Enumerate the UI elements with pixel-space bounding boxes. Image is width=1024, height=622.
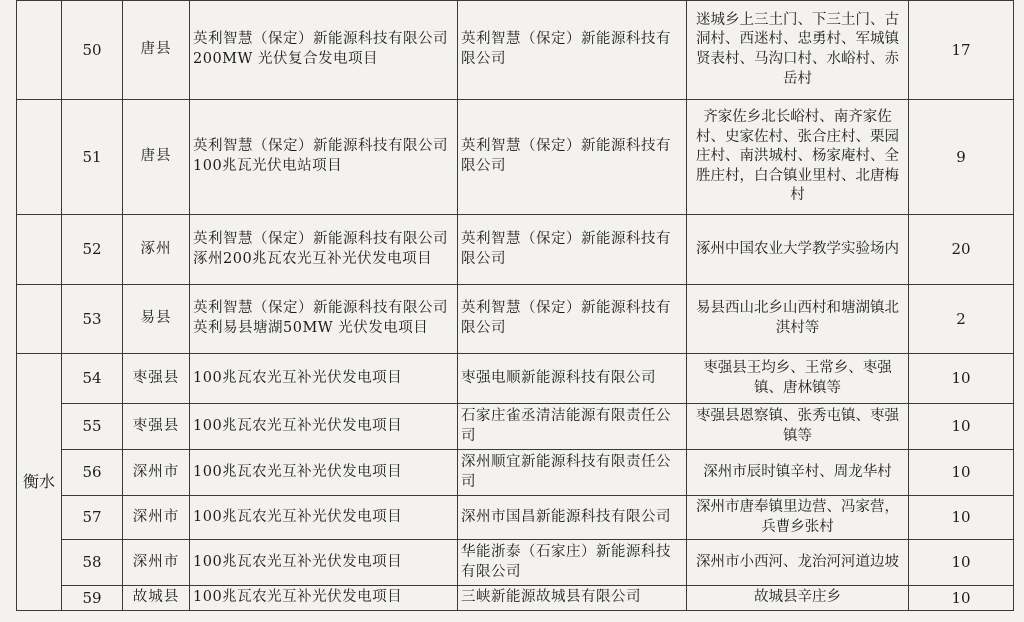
table-row xyxy=(17,215,1014,285)
count-cell: 2 xyxy=(909,285,1014,354)
count-cell: 10 xyxy=(909,450,1014,496)
county-cell: 故城县 xyxy=(123,586,190,611)
count-cell: 10 xyxy=(909,404,1014,450)
row-number: 57 xyxy=(62,496,123,540)
location-cell: 易县西山北乡山西村和塘湖镇北淇村等 xyxy=(687,285,909,354)
location-cell: 深州市唐奉镇里边营、冯家营，兵曹乡张村 xyxy=(687,496,909,540)
company-cell: 深州市国昌新能源科技有限公司 xyxy=(458,496,687,540)
county-cell: 枣强县 xyxy=(123,354,190,404)
row-number: 53 xyxy=(62,285,123,354)
row-number: 55 xyxy=(62,404,123,450)
row-number: 50 xyxy=(62,1,123,100)
location-cell: 深州市辰时镇辛村、周龙华村 xyxy=(687,450,909,496)
table-row xyxy=(17,354,1014,404)
project-cell: 英利智慧（保定）新能源科技有限公司涿州200兆瓦农光互补光伏发电项目 xyxy=(190,215,458,285)
table-row xyxy=(17,1,1014,100)
company-cell: 枣强电顺新能源科技有限公司 xyxy=(458,354,687,404)
table-row xyxy=(17,586,1014,611)
company-cell: 三峡新能源故城县有限公司 xyxy=(458,586,687,611)
count-cell: 20 xyxy=(909,215,1014,285)
project-cell: 英利智慧（保定）新能源科技有限公司100兆瓦光伏电站项目 xyxy=(190,100,458,215)
count-cell: 17 xyxy=(909,1,1014,100)
location-cell: 枣强县恩察镇、张秀屯镇、枣强镇等 xyxy=(687,404,909,450)
row-number: 56 xyxy=(62,450,123,496)
count-cell: 10 xyxy=(909,354,1014,404)
table-row xyxy=(17,496,1014,540)
project-cell: 100兆瓦农光互补光伏发电项目 xyxy=(190,450,458,496)
row-number: 59 xyxy=(62,586,123,611)
count-cell: 9 xyxy=(909,100,1014,215)
county-cell: 深州市 xyxy=(123,540,190,586)
count-cell: 10 xyxy=(909,586,1014,611)
county-cell: 枣强县 xyxy=(123,404,190,450)
city-cell: 衡水 xyxy=(17,354,62,611)
location-cell: 齐家佐乡北长峪村、南齐家佐村、史家佐村、张合庄村、栗园庄村、南洪城村、杨家庵村、全胜庄村，白合镇业里村、北唐梅村 xyxy=(687,100,909,215)
county-cell: 唐县 xyxy=(123,100,190,215)
count-cell: 10 xyxy=(909,540,1014,586)
company-cell: 英利智慧（保定）新能源科技有限公司 xyxy=(458,1,687,100)
location-cell: 枣强县王均乡、王常乡、枣强镇、唐林镇等 xyxy=(687,354,909,404)
location-cell: 迷城乡上三土门、下三土门、古洞村、西迷村、忠勇村、军城镇贤表村、马沟口村、水峪村、赤岳村 xyxy=(687,1,909,100)
project-cell: 100兆瓦农光互补光伏发电项目 xyxy=(190,496,458,540)
project-cell: 英利智慧（保定）新能源科技有限公司英利易县塘湖50MW 光伏发电项目 xyxy=(190,285,458,354)
location-cell: 深州市小西河、龙治河河道边坡 xyxy=(687,540,909,586)
company-cell: 英利智慧（保定）新能源科技有限公司 xyxy=(458,215,687,285)
project-table xyxy=(16,0,1014,611)
table-row xyxy=(17,100,1014,215)
county-cell: 易县 xyxy=(123,285,190,354)
company-cell: 石家庄雀丞清洁能源有限责任公司 xyxy=(458,404,687,450)
county-cell: 涿州 xyxy=(123,215,190,285)
company-cell: 英利智慧（保定）新能源科技有限公司 xyxy=(458,100,687,215)
count-cell: 10 xyxy=(909,496,1014,540)
project-cell: 英利智慧（保定）新能源科技有限公司200MW 光伏复合发电项目 xyxy=(190,1,458,100)
county-cell: 深州市 xyxy=(123,496,190,540)
table-row xyxy=(17,285,1014,354)
county-cell: 深州市 xyxy=(123,450,190,496)
location-cell: 涿州中国农业大学教学实验场内 xyxy=(687,215,909,285)
company-cell: 华能浙泰（石家庄）新能源科技有限公司 xyxy=(458,540,687,586)
table-row xyxy=(17,450,1014,496)
company-cell: 英利智慧（保定）新能源科技有限公司 xyxy=(458,285,687,354)
row-number: 58 xyxy=(62,540,123,586)
county-cell: 唐县 xyxy=(123,1,190,100)
row-number: 52 xyxy=(62,215,123,285)
company-cell: 深州顺宜新能源科技有限责任公司 xyxy=(458,450,687,496)
project-cell: 100兆瓦农光互补光伏发电项目 xyxy=(190,354,458,404)
row-number: 51 xyxy=(62,100,123,215)
table-row xyxy=(17,540,1014,586)
table-row xyxy=(17,404,1014,450)
location-cell: 故城县辛庄乡 xyxy=(687,586,909,611)
project-cell: 100兆瓦农光互补光伏发电项目 xyxy=(190,404,458,450)
project-cell: 100兆瓦农光互补光伏发电项目 xyxy=(190,540,458,586)
project-cell: 100兆瓦农光互补光伏发电项目 xyxy=(190,586,458,611)
row-number: 54 xyxy=(62,354,123,404)
